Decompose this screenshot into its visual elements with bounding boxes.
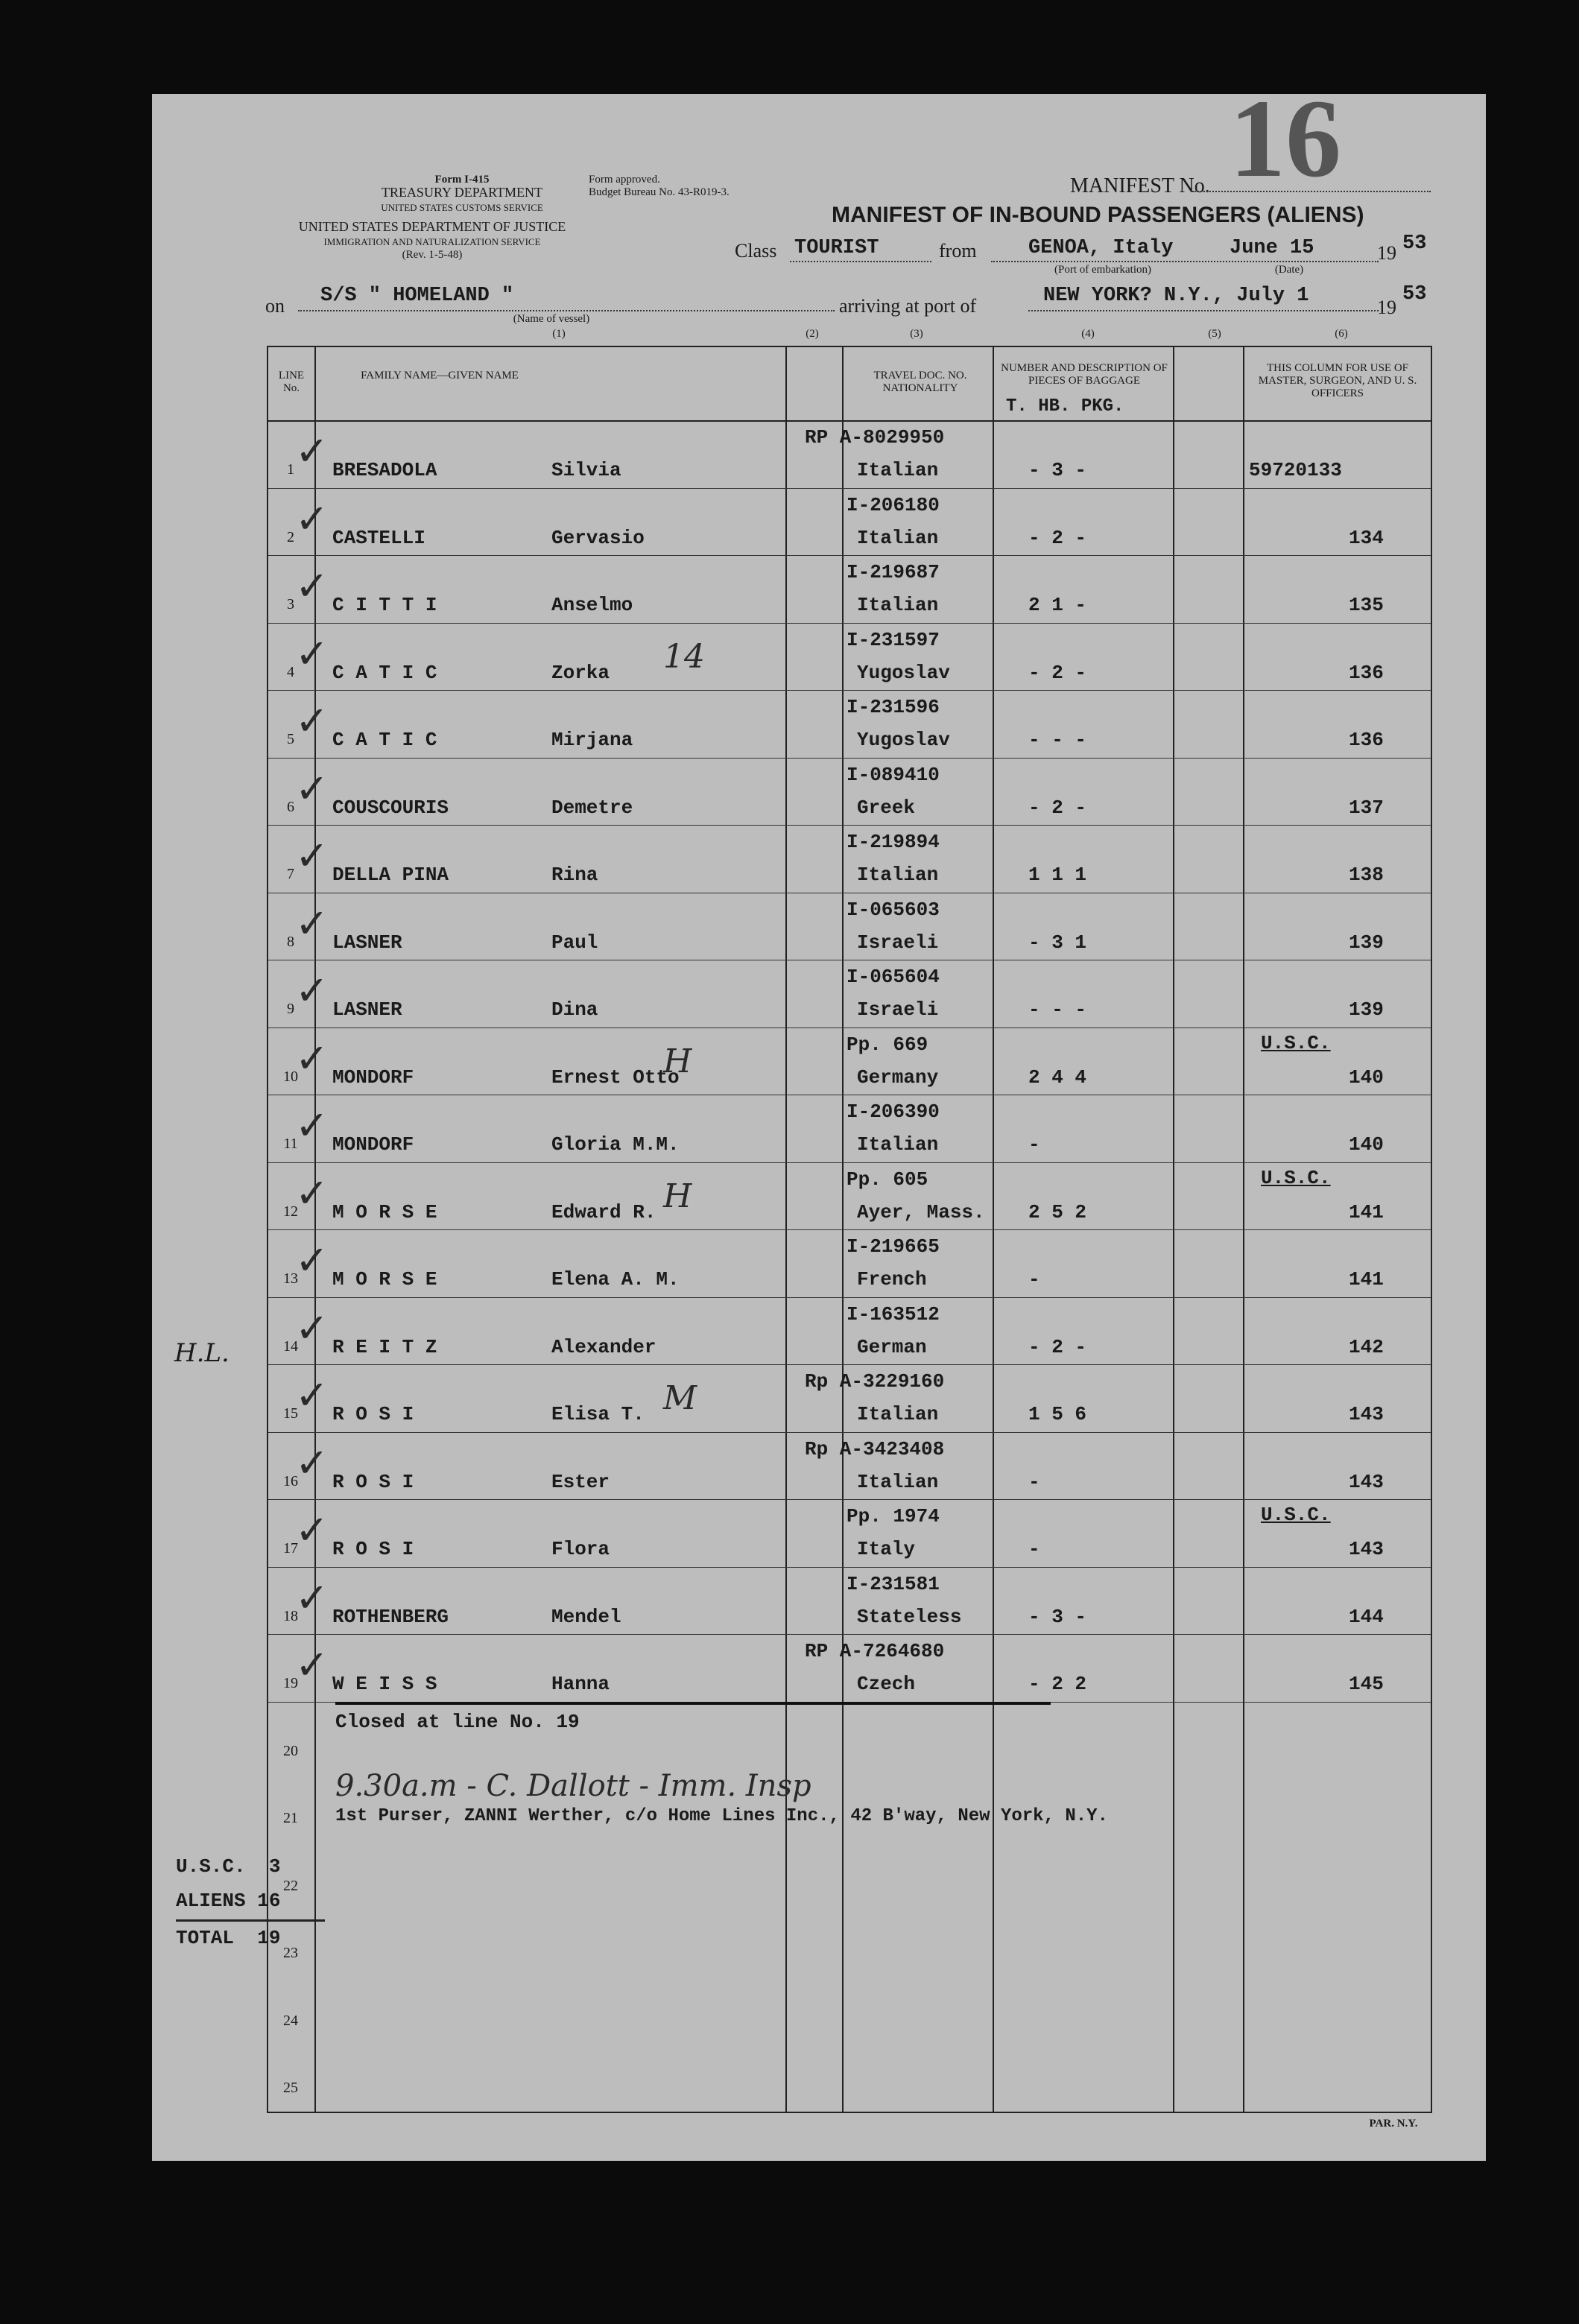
closed-at-line: Closed at line No. 19 [335,1710,580,1733]
check-mark-icon: ✓ [295,630,329,677]
table-row [268,1499,1431,1566]
officer-number: 134 [1349,526,1384,549]
baggage-count: - - - [1028,729,1087,751]
baggage-count: - 2 - [1028,796,1087,819]
treasury-dept: TREASURY DEPARTMENT [381,185,543,200]
class-label: Class [735,240,777,262]
baggage-count: 2 1 - [1028,594,1087,616]
line-number: 2 [287,528,294,545]
travel-doc-number: I-219665 [847,1235,940,1258]
travel-doc-number: Pp. 669 [847,1033,928,1056]
on-label: on [265,295,285,317]
family-name: R O S I [332,1470,414,1493]
line-number: 11 [283,1136,298,1152]
officer-number: 138 [1349,864,1384,886]
officer-number: 143 [1349,1470,1384,1493]
travel-doc-number: I-065603 [847,898,940,921]
vessel-line [298,310,835,311]
closing-rule [335,1702,1051,1705]
officer-number: 136 [1349,729,1384,751]
officer-number: 59720133 [1249,459,1342,481]
usc-value: 3 [268,1855,281,1878]
header-travel-doc: TRAVEL DOC. NO. NATIONALITY [873,370,967,394]
table-row [268,1229,1431,1296]
family-name: LASNER [332,931,402,954]
officer-number: 145 [1349,1673,1384,1695]
line-number: 8 [287,933,294,950]
officer-number: 142 [1349,1335,1384,1358]
nationality: Italy [857,1538,916,1560]
header-use-column: THIS COLUMN FOR USE OF MASTER, SURGEON, AND U. S. OFFICERS [1258,362,1417,399]
line-number: 10 [283,1068,298,1085]
officer-number: 141 [1349,1200,1384,1223]
given-name: Silvia [551,459,621,481]
totals-rule [176,1919,325,1922]
col-number-4: (4) [1081,328,1095,340]
table-row [268,420,1431,487]
justice-dept: UNITED STATES DEPARTMENT OF JUSTICE [298,219,566,234]
empty-row [268,1904,1431,1971]
baggage-count: - 2 2 [1028,1673,1087,1695]
printer-mark: PAR. N.Y. [1369,2118,1418,2130]
from-label: from [939,240,977,262]
given-name: Ernest Otto [551,1066,680,1089]
officer-number: 144 [1349,1605,1384,1628]
check-mark-icon: ✓ [295,832,329,879]
nationality: German [857,1335,927,1358]
nationality: Czech [857,1673,916,1695]
officer-number: 137 [1349,796,1384,819]
officer-number: 141 [1349,1268,1384,1291]
nationality: Italian [857,1133,939,1156]
officer-number: 143 [1349,1403,1384,1425]
header-name: FAMILY NAME—GIVEN NAME [361,370,519,381]
check-mark-icon: ✓ [295,764,329,812]
travel-doc-number: I-219687 [847,561,940,583]
line-number: 19 [283,1675,298,1691]
line-number: 20 [283,1742,298,1759]
handwritten-note: 14 [663,637,705,676]
nationality: Italian [857,1403,939,1425]
baggage-count: - [1028,1268,1040,1291]
given-name: Flora [551,1538,610,1560]
nationality: Yugoslav [857,729,950,751]
usc-total [176,1855,280,1878]
officer-number: 139 [1349,998,1384,1021]
travel-doc-number: Pp. 605 [847,1168,928,1191]
arriving-label: arriving at port of [839,295,977,317]
given-name: Demetre [551,796,633,819]
check-mark-icon: ✓ [295,1237,329,1284]
table-row [268,758,1431,825]
table-row [268,1162,1431,1229]
given-name: Hanna [551,1673,610,1695]
baggage-count: - 2 - [1028,526,1087,549]
header-baggage-sub: T. HB. PKG. [1006,396,1124,417]
family-name: COUSCOURIS [332,796,449,819]
line-number: 16 [283,1472,298,1489]
baggage-count: 1 1 1 [1028,864,1087,886]
baggage-count: - - - [1028,998,1087,1021]
family-name: C I T T I [332,594,437,616]
handwritten-note: M [663,1379,697,1417]
table-row [268,893,1431,960]
customs-service: UNITED STATES CUSTOMS SERVICE [381,202,543,213]
table-row [268,690,1431,757]
col-number-1: (1) [552,328,566,340]
given-name: Dina [551,998,598,1021]
passenger-table [267,346,1432,2113]
given-name: Elena A. M. [551,1268,680,1291]
family-name: DELLA PINA [332,864,449,886]
baggage-count: 1 5 6 [1028,1403,1087,1425]
family-name: C A T I C [332,729,437,751]
baggage-count: 2 4 4 [1028,1066,1087,1089]
col-number-2: (2) [806,328,819,340]
table-row [268,1364,1431,1431]
family-name: C A T I C [332,661,437,684]
empty-row [268,1837,1431,1904]
line-number: 25 [283,2080,298,2096]
usc-mark: U.S.C. [1261,1166,1331,1189]
usc-label: U.S.C. [176,1855,246,1878]
line-number: 9 [287,1001,294,1017]
year-value: 53 [1402,232,1427,255]
manifest-number-stamp: 16 [1230,77,1341,200]
budget-bureau: Budget Bureau No. 43-R019-3. [589,186,730,198]
travel-doc-number: RP A-7264680 [805,1640,945,1662]
table-row [268,555,1431,622]
grand-total [176,1927,280,1949]
check-mark-icon: ✓ [295,495,329,542]
table-row [268,1297,1431,1364]
travel-doc-number: RP A-8029950 [805,426,945,449]
travel-doc-number: I-089410 [847,763,940,786]
officer-number: 135 [1349,594,1384,616]
family-name: R O S I [332,1538,414,1560]
nationality: Italian [857,1470,939,1493]
travel-doc-number: Pp. 1974 [847,1505,940,1527]
travel-doc-number: I-231596 [847,696,940,718]
form-approved: Form approved. [589,174,660,186]
officer-number: 136 [1349,661,1384,684]
travel-doc-number: I-163512 [847,1302,940,1326]
form-number: Form I-415 [434,174,490,186]
check-mark-icon: ✓ [295,967,329,1014]
handwritten-note: H [663,1042,692,1080]
check-mark-icon: ✓ [295,1574,329,1621]
nationality: Italian [857,526,939,549]
table-row [268,825,1431,892]
line-number: 13 [283,1270,298,1287]
empty-row [268,1972,1431,2039]
family-name: R O S I [332,1403,414,1425]
table-row [268,1567,1431,1634]
officer-number: 140 [1349,1066,1384,1089]
aliens-label: ALIENS [176,1890,246,1912]
manifest-no-label: MANIFEST No. [1070,174,1210,197]
date-caption: (Date) [1274,264,1304,276]
line-number: 22 [283,1877,298,1894]
line-number: 18 [283,1607,298,1624]
family-name: CASTELLI [332,526,425,549]
travel-doc-number: Rp A-3423408 [805,1437,945,1460]
table-row [268,1634,1431,1701]
baggage-count: - 2 - [1028,661,1087,684]
family-name: W E I S S [332,1673,437,1695]
check-mark-icon: ✓ [295,1102,329,1149]
class-line [790,261,931,262]
table-row [268,488,1431,555]
travel-doc-number: I-231597 [847,628,940,651]
nationality: Italian [857,459,939,481]
handwritten-note: H [663,1177,692,1215]
usc-mark: U.S.C. [1261,1504,1331,1526]
empty-row [268,2039,1431,2106]
family-name: MONDORF [332,1133,414,1156]
given-name: Mendel [551,1605,621,1628]
family-name: R E I T Z [332,1335,437,1358]
baggage-count: - [1028,1538,1040,1560]
margin-note-hl: H.L. [174,1338,230,1368]
check-mark-icon: ✓ [295,1034,329,1082]
given-name: Anselmo [551,594,633,616]
ins-service: IMMIGRATION AND NATURALIZATION SERVICE [323,236,541,247]
given-name: Gervasio [551,526,645,549]
port-value: NEW YORK? N.Y., July 1 [1043,285,1309,307]
family-name: LASNER [332,998,402,1021]
line-number: 7 [287,866,294,882]
baggage-count: - [1028,1133,1040,1156]
line-number: 4 [287,663,294,680]
nationality: French [857,1268,927,1291]
nationality: Yugoslav [857,661,950,684]
year-prefix: 19 [1377,242,1396,264]
check-mark-icon: ✓ [295,1169,329,1217]
travel-doc-number: I-065604 [847,966,940,988]
nationality: Italian [857,864,939,886]
from-line [991,261,1379,262]
family-name: M O R S E [332,1200,437,1223]
check-mark-icon: ✓ [295,563,329,610]
check-mark-icon: ✓ [295,1372,329,1419]
table-row [268,1432,1431,1499]
baggage-count: - [1028,1470,1040,1493]
line-number: 1 [287,461,294,478]
baggage-count: - 3 - [1028,1605,1087,1628]
total-label: TOTAL [176,1927,235,1949]
check-mark-icon: ✓ [295,428,329,475]
date-value: June 15 [1230,237,1314,259]
line-number: 17 [283,1540,298,1557]
check-mark-icon: ✓ [295,1507,329,1554]
revision: (Rev. 1-5-48) [402,249,463,261]
year2-value: 53 [1402,283,1427,305]
class-value: TOURIST [794,237,879,259]
table-row [268,1028,1431,1095]
total-value: 19 [257,1927,281,1949]
aliens-total [176,1890,280,1912]
line-number: 15 [283,1405,298,1422]
line-number: 6 [287,798,294,815]
family-name: M O R S E [332,1268,437,1291]
vessel-value: S/S " HOMELAND " [320,285,514,307]
line-number: 5 [287,731,294,747]
given-name: Zorka [551,661,610,684]
col-number-5: (5) [1208,328,1221,340]
officer-number: 140 [1349,1133,1384,1156]
given-name: Rina [551,864,598,886]
baggage-count: - 3 1 [1028,931,1087,954]
header-baggage: NUMBER AND DESCRIPTION OF PIECES OF BAGGAGE [1001,362,1168,387]
usc-mark: U.S.C. [1261,1031,1331,1054]
nationality: Stateless [857,1605,962,1628]
line-number: 14 [283,1337,298,1355]
col-number-6: (6) [1335,328,1348,340]
check-mark-icon: ✓ [295,1641,329,1688]
family-name: MONDORF [332,1066,414,1089]
check-mark-icon: ✓ [295,1439,329,1486]
nationality: Greek [857,796,916,819]
aliens-value: 16 [257,1890,281,1912]
given-name: Gloria M.M. [551,1133,680,1156]
table-row [268,623,1431,690]
travel-doc-number: I-206180 [847,493,940,516]
port-line [1028,310,1379,311]
given-name: Elisa T. [551,1403,645,1425]
check-mark-icon: ✓ [295,899,329,947]
nationality: Ayer, Mass. [857,1200,985,1223]
check-mark-icon: ✓ [295,697,329,744]
baggage-count: - 3 - [1028,459,1087,481]
travel-doc-number: I-231581 [847,1572,940,1595]
given-name: Mirjana [551,729,633,751]
table-row [268,1095,1431,1162]
embark-caption: (Port of embarkation) [1054,264,1151,276]
travel-doc-number: I-219894 [847,831,940,853]
inspector-signature: 9.30a.m - C. Dallott - Imm. Insp [335,1768,811,1803]
check-mark-icon: ✓ [295,1304,329,1352]
nationality: Italian [857,594,939,616]
nationality: Germany [857,1066,939,1089]
line-number: 12 [283,1203,298,1220]
table-row [268,960,1431,1027]
col-number-3: (3) [910,328,923,340]
officer-number: 139 [1349,931,1384,954]
baggage-count: - 2 - [1028,1335,1087,1358]
baggage-count: 2 5 2 [1028,1200,1087,1223]
from-value: GENOA, Italy [1028,237,1174,259]
vessel-caption: (Name of vessel) [513,313,590,325]
line-number: 21 [283,1810,298,1826]
officer-number: 143 [1349,1538,1384,1560]
family-name: BRESADOLA [332,459,437,481]
year2-prefix: 19 [1377,297,1396,318]
given-name: Alexander [551,1335,656,1358]
nationality: Israeli [857,931,939,954]
travel-doc-number: I-206390 [847,1101,940,1123]
nationality: Israeli [857,998,939,1021]
manifest-title: MANIFEST OF IN-BOUND PASSENGERS (ALIENS) [832,203,1364,227]
given-name: Ester [551,1470,610,1493]
family-name: ROTHENBERG [332,1605,449,1628]
travel-doc-number: Rp A-3229160 [805,1370,945,1393]
purser-line: 1st Purser, ZANNI Werther, c/o Home Lines Inc., 42 B'way, New York, N.Y. [335,1805,1108,1826]
header-line-no: LINE No. [278,370,305,394]
given-name: Paul [551,931,598,954]
line-number: 3 [287,596,294,612]
line-number: 23 [283,1945,298,1961]
line-number: 24 [283,2012,298,2029]
given-name: Edward R. [551,1200,656,1223]
